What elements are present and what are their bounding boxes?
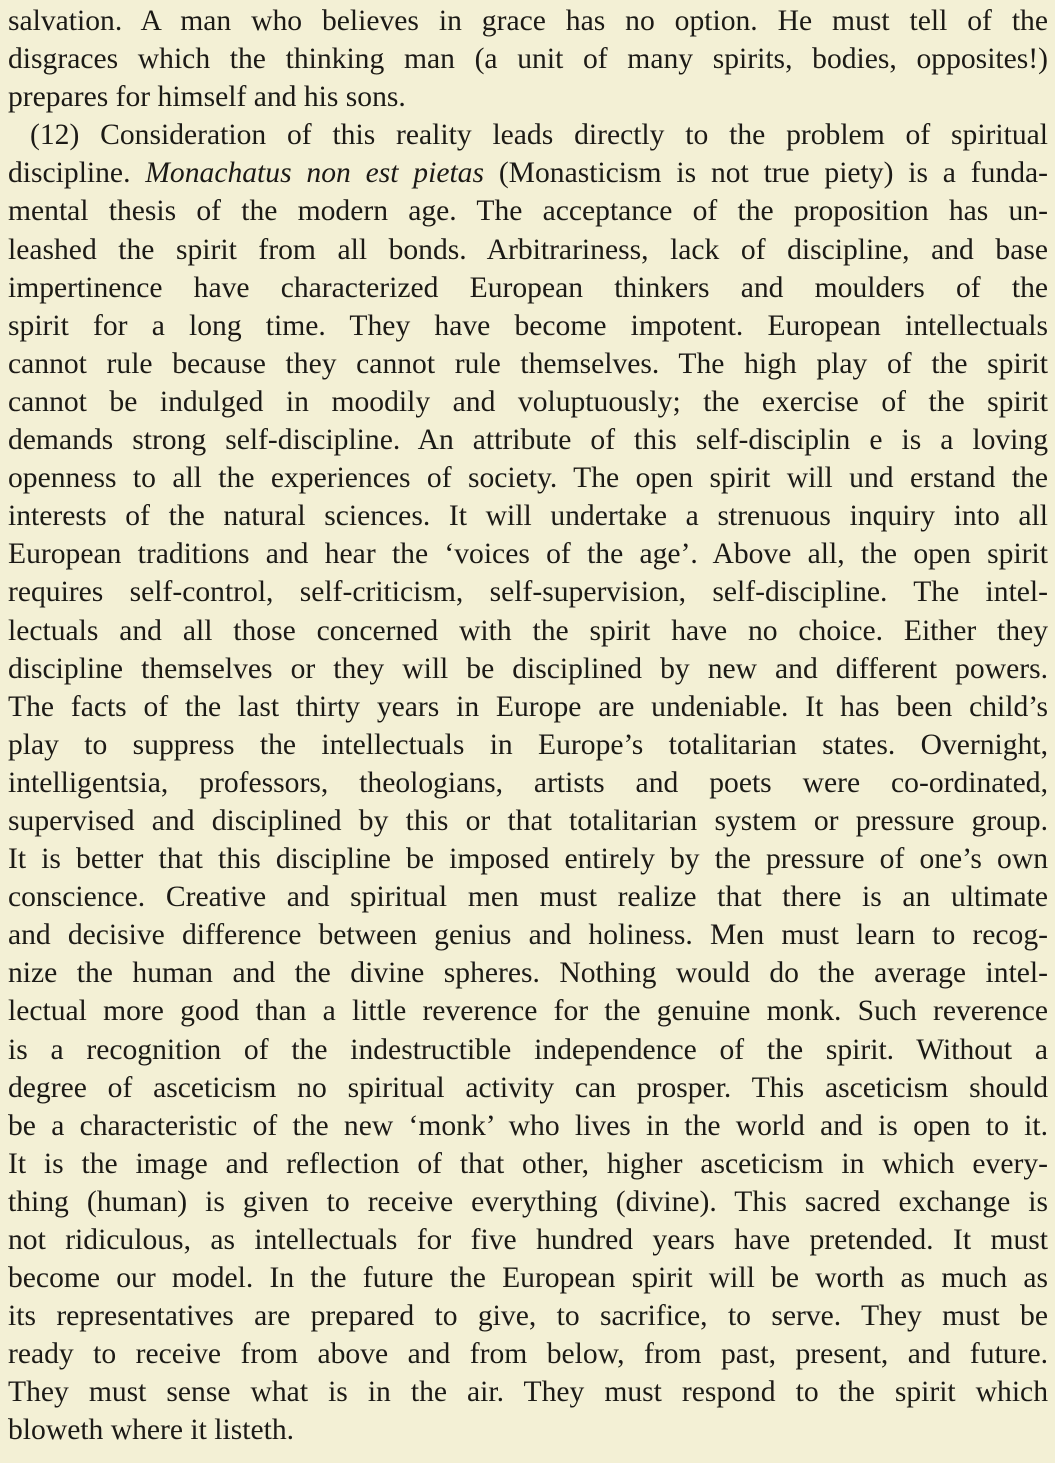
paragraph-12 [8, 116, 1048, 1449]
text-line: requires self-control, self-criticism, self-supervision, self-discipline. The intel- [8, 576, 1048, 609]
text-span: Consideration of this reality leads directly to the problem of spiritual [79, 119, 1048, 152]
text-span: (Monasticism is not true piety) is a funda- [484, 157, 1048, 190]
text-line: discipline themselves or they will be disciplined by new and different powers. [8, 652, 1048, 685]
text-line: cannot be indulged in moodily and voluptuously; the exercise of the spirit [8, 385, 1048, 418]
text-line: intelligentsia, professors, theologians, artists and poets were co-ordinated, [8, 766, 1048, 799]
text-line: It is the image and reflection of that other, higher asceticism in which every- [8, 1147, 1048, 1180]
text-line: lectual more good than a little reverence for the genuine monk. Such reverence [8, 995, 1048, 1028]
paragraph-continued [8, 2, 1048, 116]
text-line: It is better that this discipline be imposed entirely by the pressure of one’s own [8, 843, 1048, 876]
text-line: conscience. Creative and spiritual men must realize that there is an ultimate [8, 881, 1048, 914]
text-line: prepares for himself and his sons. [8, 81, 406, 114]
paragraph-number: (12) [30, 119, 80, 152]
text-line: become our model. In the future the European spirit will be worth as much as [8, 1262, 1048, 1295]
text-line: interests of the natural sciences. It will undertake a strenuous inquiry into all [8, 500, 1048, 533]
text-line: be a characteristic of the new ‘monk’ who lives in the world and is open to it. [8, 1109, 1048, 1142]
text-line: is a recognition of the indestructible independence of the spirit. Without a [8, 1033, 1048, 1066]
text-line: supervised and disciplined by this or that totalitarian system or pressure group. [8, 804, 1048, 837]
text-line: ready to receive from above and from below, from past, present, and future. [8, 1338, 1048, 1371]
text-line: not ridiculous, as intellectuals for five hundred years have pretended. It must [8, 1224, 1048, 1256]
book-page [8, 2, 1048, 1450]
text-line: demands strong self-discipline. An attribute of this self-disciplin e is a loving [8, 424, 1048, 457]
text-line: salvation. A man who believes in grace has no option. He must tell of the [8, 5, 1048, 37]
text-line [8, 154, 1048, 192]
text-line: openness to all the experiences of society. The open spirit will und erstand the [8, 462, 1048, 495]
text-line: They must sense what is in the air. They must respond to the spirit which [8, 1376, 1048, 1409]
text-line: impertinence have characterized European thinkers and moulders of the [8, 271, 1048, 304]
text-line: mental thesis of the modern age. The acceptance of the proposition has un- [8, 195, 1048, 228]
text-span: discipline. [8, 157, 146, 190]
text-line: thing (human) is given to receive everything (divine). This sacred exchange is [8, 1185, 1048, 1218]
text-line: and decisive difference between genius and holiness. Men must learn to recog- [8, 919, 1048, 952]
text-line: nize the human and the divine spheres. Nothing would do the average intel- [8, 957, 1048, 990]
text-line: The facts of the last thirty years in Europe are undeniable. It has been child’s [8, 690, 1048, 723]
text-line: lectuals and all those concerned with the spirit have no choice. Either they [8, 614, 1048, 647]
text-line: spirit for a long time. They have become impotent. European intellectuals [8, 309, 1048, 342]
text-line: its representatives are prepared to give, to sacrifice, to serve. They must be [8, 1300, 1048, 1333]
text-line: play to suppress the intellectuals in Europe’s totalitarian states. Overnight, [8, 728, 1048, 761]
text-line: bloweth where it listeth. [8, 1414, 295, 1447]
text-line: degree of asceticism no spiritual activity can prosper. This asceticism should [8, 1071, 1048, 1104]
text-line: leashed the spirit from all bonds. Arbitrariness, lack of discipline, and base [8, 233, 1048, 266]
text-line: cannot rule because they cannot rule themselves. The high play of the spirit [8, 347, 1048, 380]
text-line: disgraces which the thinking man (a unit of many spirits, bodies, opposites!) [8, 43, 1048, 76]
text-line: European traditions and hear the ‘voices of the age’. Above all, the open spirit [8, 538, 1048, 571]
text-line [8, 116, 1048, 154]
latin-phrase: Monachatus non est pietas [145, 157, 484, 190]
